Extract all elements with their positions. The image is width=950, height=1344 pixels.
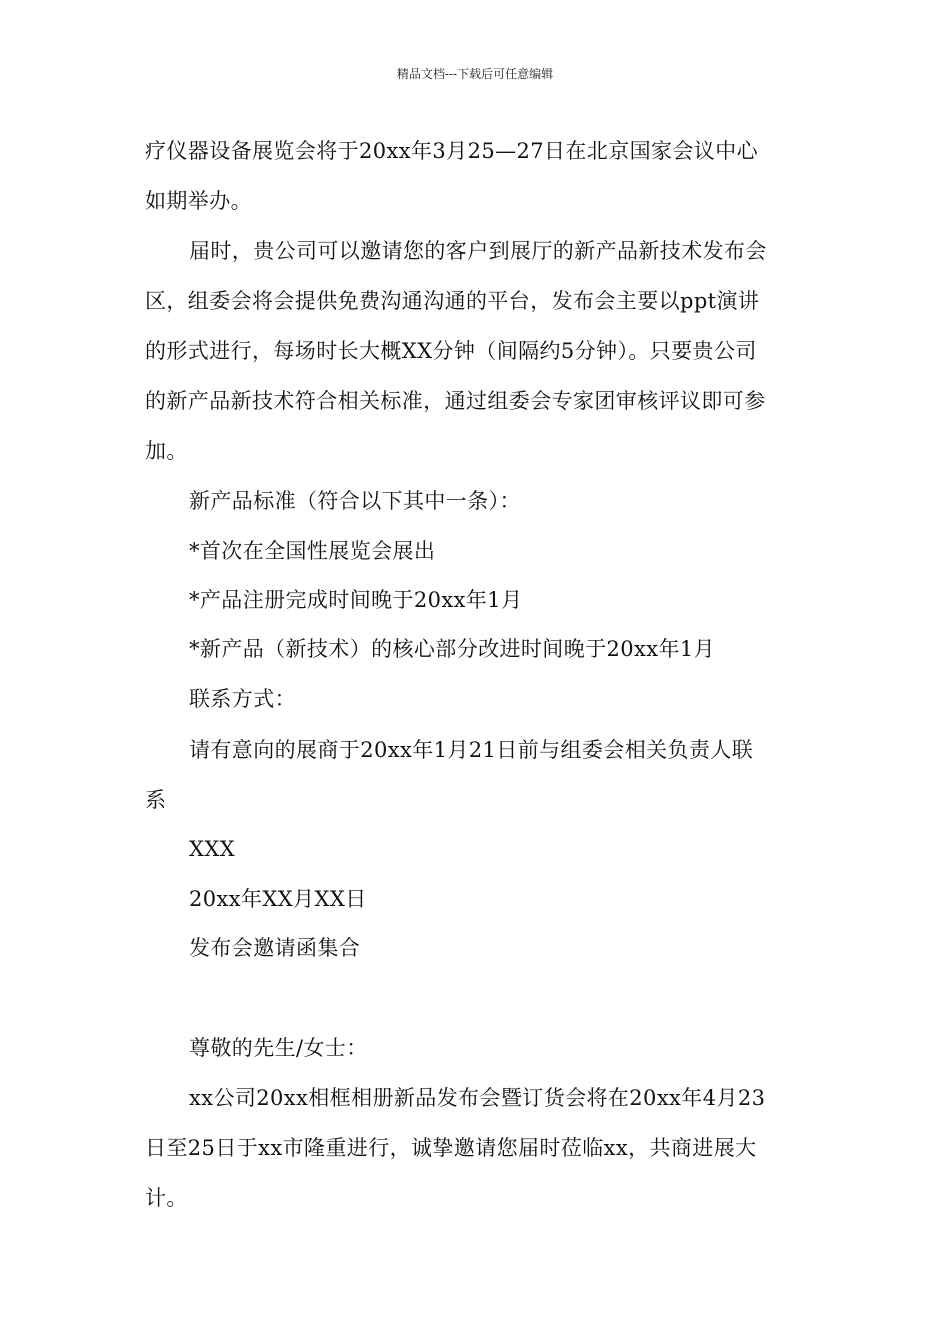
body-line: 的新产品新技术符合相关标准，通过组委会专家团审核评议即可参 bbox=[145, 389, 766, 413]
salutation: 尊敬的先生/女士： bbox=[189, 1036, 368, 1060]
body-line: 如期举办。 bbox=[145, 189, 252, 213]
document-title: 发布会邀请函集合 bbox=[189, 936, 361, 960]
list-item: *新产品（新技术）的核心部分改进时间晚于20xx年1月 bbox=[189, 637, 716, 661]
list-item: *首次在全国性展览会展出 bbox=[189, 539, 436, 563]
signature-date: 20xx年XX月XX日 bbox=[189, 887, 367, 911]
list-item: *产品注册完成时间晚于20xx年1月 bbox=[189, 588, 523, 612]
body-line: 日至25日于xx市隆重进行，诚挚邀请您届时莅临xx，共商进展大 bbox=[145, 1136, 757, 1160]
body-line: 的形式进行，每场时长大概XX分钟（间隔约5分钟）。只要贵公司 bbox=[145, 339, 757, 363]
body-line: 计。 bbox=[145, 1186, 188, 1210]
section-heading: 联系方式： bbox=[189, 687, 296, 711]
body-line: 系 bbox=[145, 788, 167, 812]
section-heading: 新产品标准（符合以下其中一条）： bbox=[189, 489, 521, 513]
signature-name: XXX bbox=[189, 837, 236, 861]
body-line: 区，组委会将会提供免费沟通沟通的平台，发布会主要以ppt演讲 bbox=[145, 289, 760, 313]
body-line: 加。 bbox=[145, 439, 188, 463]
body-line: xx公司20xx相框相册新品发布会暨订货会将在20xx年4月23 bbox=[189, 1086, 766, 1110]
page-header: 精品文档---下载后可任意编辑 bbox=[396, 67, 554, 81]
body-line: 届时，贵公司可以邀请您的客户到展厅的新产品新技术发布会 bbox=[189, 239, 767, 263]
body-line: 请有意向的展商于20xx年1月21日前与组委会相关负责人联 bbox=[189, 738, 754, 762]
body-line: 疗仪器设备展览会将于20xx年3月25—27日在北京国家会议中心 bbox=[145, 139, 759, 163]
